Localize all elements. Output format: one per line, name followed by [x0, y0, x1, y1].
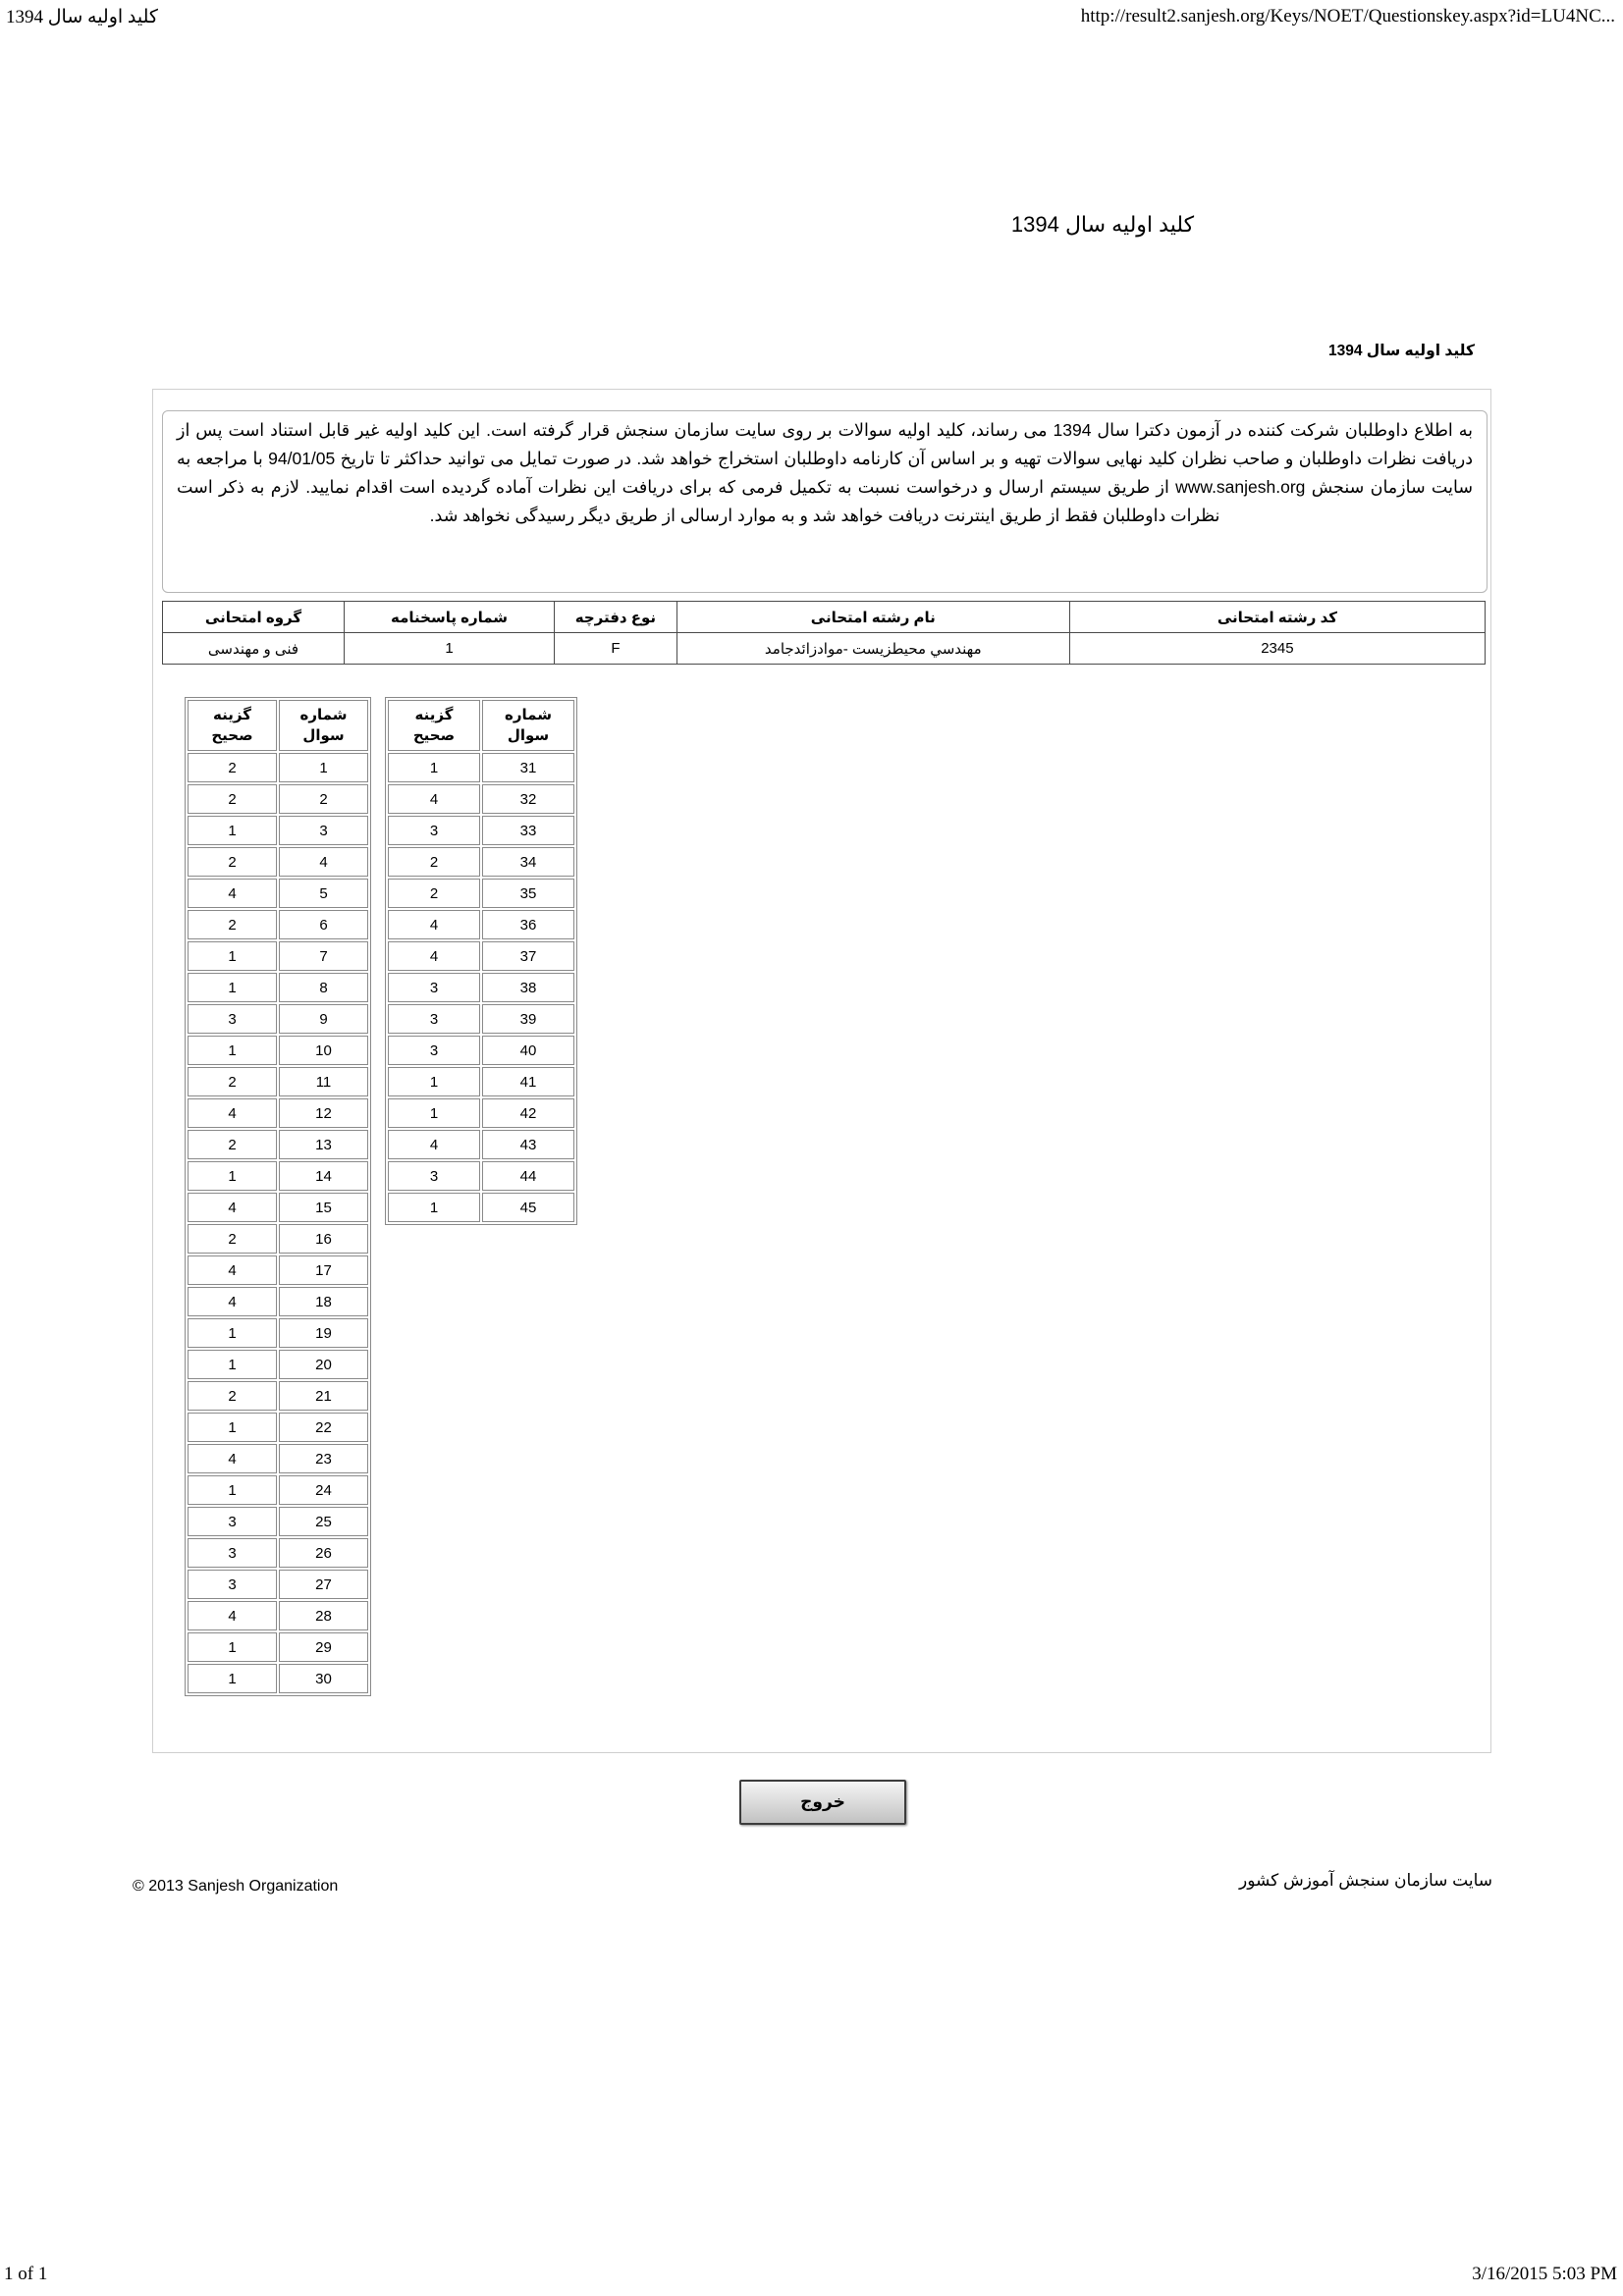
question-number: 7 [279, 941, 368, 971]
question-number: 44 [482, 1161, 574, 1191]
answer-row [188, 1507, 368, 1536]
correct-option: 3 [188, 1538, 277, 1568]
answer-row [188, 1224, 368, 1254]
field-name-value: مهندسي محيطزيست -موادزائدجامد [676, 633, 1069, 665]
question-number: 8 [279, 973, 368, 1002]
correct-option: 2 [188, 847, 277, 877]
question-number: 23 [279, 1444, 368, 1473]
correct-option: 1 [188, 1350, 277, 1379]
answer-row [188, 973, 368, 1002]
question-number: 26 [279, 1538, 368, 1568]
correct-option: 4 [388, 1130, 480, 1159]
correct-option: 2 [188, 1067, 277, 1096]
question-number: 41 [482, 1067, 574, 1096]
exam-info-header-row [163, 602, 1486, 633]
answer-row [188, 1004, 368, 1034]
exam-code-value: 2345 [1069, 633, 1485, 665]
answer-row [188, 1413, 368, 1442]
question-number: 32 [482, 784, 574, 814]
question-number: 37 [482, 941, 574, 971]
answer-row [188, 1601, 368, 1630]
answer-row [188, 910, 368, 939]
correct-option: 2 [188, 1224, 277, 1254]
header-booklet-type: نوع دفترچه [555, 602, 677, 633]
question-number: 29 [279, 1632, 368, 1662]
answer-row [388, 1067, 574, 1096]
answer-row [388, 753, 574, 782]
question-number: 40 [482, 1036, 574, 1065]
answer-row [388, 1004, 574, 1034]
question-number: 24 [279, 1475, 368, 1505]
page-title: کلید اولیه سال 1394 [1010, 212, 1195, 237]
correct-option: 4 [188, 1444, 277, 1473]
correct-option: 1 [188, 816, 277, 845]
question-number: 34 [482, 847, 574, 877]
question-number: 9 [279, 1004, 368, 1034]
question-number: 17 [279, 1255, 368, 1285]
answer-row [188, 1036, 368, 1065]
question-number: 39 [482, 1004, 574, 1034]
correct-option: 2 [388, 879, 480, 908]
correct-option: 2 [188, 1381, 277, 1411]
exam-group-value: فنی و مهندسی [163, 633, 345, 665]
answer-row [188, 1632, 368, 1662]
question-number: 21 [279, 1381, 368, 1411]
exam-info-table [162, 601, 1486, 665]
answer-row [188, 1475, 368, 1505]
question-number-header: شماره سوال [482, 700, 574, 751]
answer-row [388, 816, 574, 845]
correct-option: 4 [188, 1287, 277, 1316]
correct-option: 1 [188, 1036, 277, 1065]
correct-option: 1 [388, 1098, 480, 1128]
correct-option: 4 [188, 1098, 277, 1128]
correct-option: 2 [188, 1130, 277, 1159]
question-number-header: شماره سوال [279, 700, 368, 751]
answer-row [388, 784, 574, 814]
correct-option: 3 [388, 1004, 480, 1034]
print-timestamp: 3/16/2015 5:03 PM [1472, 2264, 1617, 2284]
correct-option: 2 [188, 753, 277, 782]
correct-option: 1 [188, 973, 277, 1002]
correct-option: 1 [388, 753, 480, 782]
notice-box: به اطلاع داوطلبان شرکت کننده در آزمون دکترا سال 1394 می رساند، کلید اولیه سوالات بر روی سایت سازمان سنجش قرار گرفته است. این کلید اولیه غیر قابل استناد است پس از دریافت نظرات داوطلبان و صاحب نظران کلید نهایی سوالات تهیه و بر اساس آن کارنامه داوطلبان استخراج خواهد شد. در صورت تمایل می توانید حداکثر تا تاریخ 94/01/05 با مراجعه به سایت سازمان سنجش www.sanjesh.org از طریق سیستم ارسال و درخواست نسبت به تکمیل فرمی که برای دریافت این نظرات آماده گردیده است اقدام نمایید. لازم به ذکر است نظرات داوطلبان فقط از طریق اینترنت دریافت خواهد شد و به موارد ارسالی از طریق دیگر رسیدگی نخواهد شد. [162, 410, 1488, 593]
question-number: 36 [482, 910, 574, 939]
answer-row [388, 910, 574, 939]
answer-row [188, 753, 368, 782]
question-number: 11 [279, 1067, 368, 1096]
answer-key-table-2 [385, 697, 577, 1225]
site-name-text: سایت سازمان سنجش آموزش کشور [1239, 1871, 1492, 1890]
question-number: 42 [482, 1098, 574, 1128]
page-number: 1 of 1 [4, 2264, 48, 2284]
answer-row [188, 1538, 368, 1568]
question-number: 15 [279, 1193, 368, 1222]
question-number: 38 [482, 973, 574, 1002]
answer-row [188, 1130, 368, 1159]
sheet-number-value: 1 [344, 633, 554, 665]
answer-header-row [388, 700, 574, 751]
answer-row [188, 1161, 368, 1191]
correct-option: 3 [188, 1570, 277, 1599]
question-number: 3 [279, 816, 368, 845]
question-number: 28 [279, 1601, 368, 1630]
answer-row [388, 1036, 574, 1065]
question-number: 31 [482, 753, 574, 782]
booklet-type-value: F [555, 633, 677, 665]
correct-option: 1 [188, 941, 277, 971]
section-heading: کلید اولیه سال 1394 [1327, 343, 1475, 359]
question-number: 19 [279, 1318, 368, 1348]
answer-row [388, 879, 574, 908]
question-number: 16 [279, 1224, 368, 1254]
answer-row [188, 1381, 368, 1411]
question-number: 4 [279, 847, 368, 877]
question-number: 33 [482, 816, 574, 845]
header-field-name: نام رشته امتحانی [676, 602, 1069, 633]
answer-row [388, 1161, 574, 1191]
question-number: 25 [279, 1507, 368, 1536]
answer-row [188, 1444, 368, 1473]
question-number: 35 [482, 879, 574, 908]
correct-option: 4 [188, 879, 277, 908]
correct-option: 4 [388, 941, 480, 971]
question-number: 5 [279, 879, 368, 908]
exit-button[interactable]: خروج [739, 1780, 906, 1825]
answer-row [188, 816, 368, 845]
header-exam-code: کد رشته امتحانی [1069, 602, 1485, 633]
answer-row [388, 1098, 574, 1128]
answer-row [388, 847, 574, 877]
answer-row [188, 1350, 368, 1379]
correct-option: 3 [388, 816, 480, 845]
correct-option: 1 [188, 1475, 277, 1505]
question-number: 14 [279, 1161, 368, 1191]
correct-option: 1 [188, 1318, 277, 1348]
answer-row [188, 847, 368, 877]
correct-option: 2 [388, 847, 480, 877]
answer-row [388, 1130, 574, 1159]
answer-row [388, 973, 574, 1002]
question-number: 30 [279, 1664, 368, 1693]
question-number: 13 [279, 1130, 368, 1159]
question-number: 43 [482, 1130, 574, 1159]
correct-option: 4 [388, 784, 480, 814]
question-number: 20 [279, 1350, 368, 1379]
question-number: 6 [279, 910, 368, 939]
correct-option: 3 [388, 973, 480, 1002]
correct-option-header: گزینه صحیح [388, 700, 480, 751]
correct-option: 4 [188, 1255, 277, 1285]
answer-row [388, 1193, 574, 1222]
answer-row [188, 941, 368, 971]
correct-option: 2 [188, 910, 277, 939]
header-sheet-number: شماره پاسخنامه [344, 602, 554, 633]
correct-option: 3 [388, 1036, 480, 1065]
answer-row [188, 1287, 368, 1316]
question-number: 12 [279, 1098, 368, 1128]
correct-option: 1 [188, 1161, 277, 1191]
correct-option: 2 [188, 784, 277, 814]
exam-info-row [163, 633, 1486, 665]
question-number: 45 [482, 1193, 574, 1222]
header-exam-group: گروه امتحانی [163, 602, 345, 633]
correct-option: 4 [388, 910, 480, 939]
answer-key-table-1 [185, 697, 371, 1696]
answer-row [188, 1570, 368, 1599]
answer-row [188, 1067, 368, 1096]
print-header-url: http://result2.sanjesh.org/Keys/NOET/Questionskey.aspx?id=LU4NC... [1080, 6, 1615, 27]
answer-row [188, 1664, 368, 1693]
correct-option: 3 [188, 1507, 277, 1536]
answer-row [188, 784, 368, 814]
correct-option: 1 [188, 1664, 277, 1693]
correct-option: 4 [188, 1601, 277, 1630]
question-number: 27 [279, 1570, 368, 1599]
question-number: 1 [279, 753, 368, 782]
correct-option: 3 [188, 1004, 277, 1034]
answer-row [188, 1193, 368, 1222]
answer-row [388, 941, 574, 971]
correct-option-header: گزینه صحیح [188, 700, 277, 751]
answer-row [188, 879, 368, 908]
question-number: 18 [279, 1287, 368, 1316]
correct-option: 1 [188, 1632, 277, 1662]
correct-option: 1 [388, 1193, 480, 1222]
correct-option: 3 [388, 1161, 480, 1191]
correct-option: 1 [188, 1413, 277, 1442]
answer-header-row [188, 700, 368, 751]
answer-row [188, 1318, 368, 1348]
print-header-title: کلید اولیه سال 1394 [6, 7, 158, 27]
question-number: 2 [279, 784, 368, 814]
copyright-text: © 2013 Sanjesh Organization [133, 1878, 339, 1895]
question-number: 10 [279, 1036, 368, 1065]
question-number: 22 [279, 1413, 368, 1442]
correct-option: 4 [188, 1193, 277, 1222]
answer-row [188, 1255, 368, 1285]
correct-option: 1 [388, 1067, 480, 1096]
answer-row [188, 1098, 368, 1128]
